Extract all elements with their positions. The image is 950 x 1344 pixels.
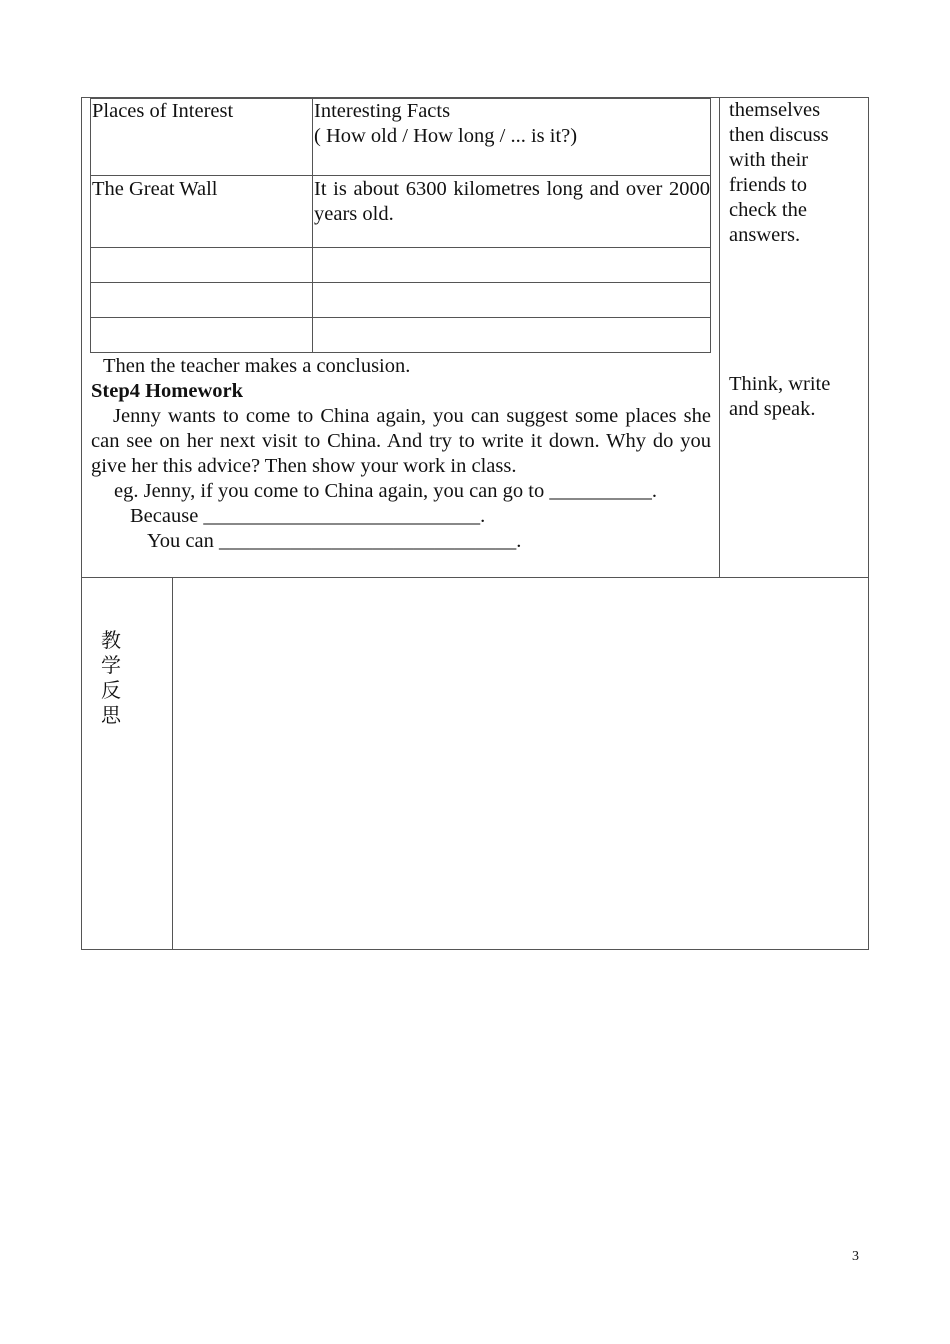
step-heading: Step4 Homework [91,380,244,402]
facts-table-border-right [710,98,711,353]
facts-table-border-bottom [90,352,711,353]
header-places-of-interest: Places of Interest [92,100,234,122]
header-facts-hint: ( How old / How long / ... is it?) [314,125,578,147]
activity-note-think-write-speak: Think, write and speak. [729,373,831,420]
page-number: 3 [852,1249,859,1264]
reflection-label-char: 反 [101,678,121,702]
reflection-label-char: 思 [101,703,121,727]
facts-table-row-divider [90,317,711,318]
column-divider-activity [719,97,720,578]
facts-table-row-divider [90,247,711,248]
outer-border-right [868,97,869,950]
example-line-1: eg. Jenny, if you come to China again, you can go to __________. [114,480,657,502]
example-line-3: You can _____________________________. [147,530,522,552]
header-interesting-facts: Interesting Facts [314,100,451,122]
facts-table-column-divider [312,98,313,353]
facts-row-place: The Great Wall [92,178,218,200]
reflection-label-char: 教 [101,628,121,652]
facts-table-row-divider [90,175,711,176]
conclusion-text: Then the teacher makes a conclusion. [103,355,411,377]
outer-border-bottom [81,949,869,950]
facts-table-row-divider [90,282,711,283]
activity-note-check-answers: themselves then discuss with their friends to check the answers. [729,99,829,246]
reflection-label-char: 学 [101,653,121,677]
outer-border-left [81,97,82,950]
example-line-2: Because ___________________________. [130,505,486,527]
facts-table-border-left [90,98,91,353]
homework-paragraph: Jenny wants to come to China again, you can suggest some places she can see on her next visit to China. And try to write it down. Why do you give her this advice? Then show your work in class. [91,405,711,477]
facts-row-facts: It is about 6300 kilometres long and over 2000 years old. [314,178,710,225]
reflection-content-area [173,578,868,949]
